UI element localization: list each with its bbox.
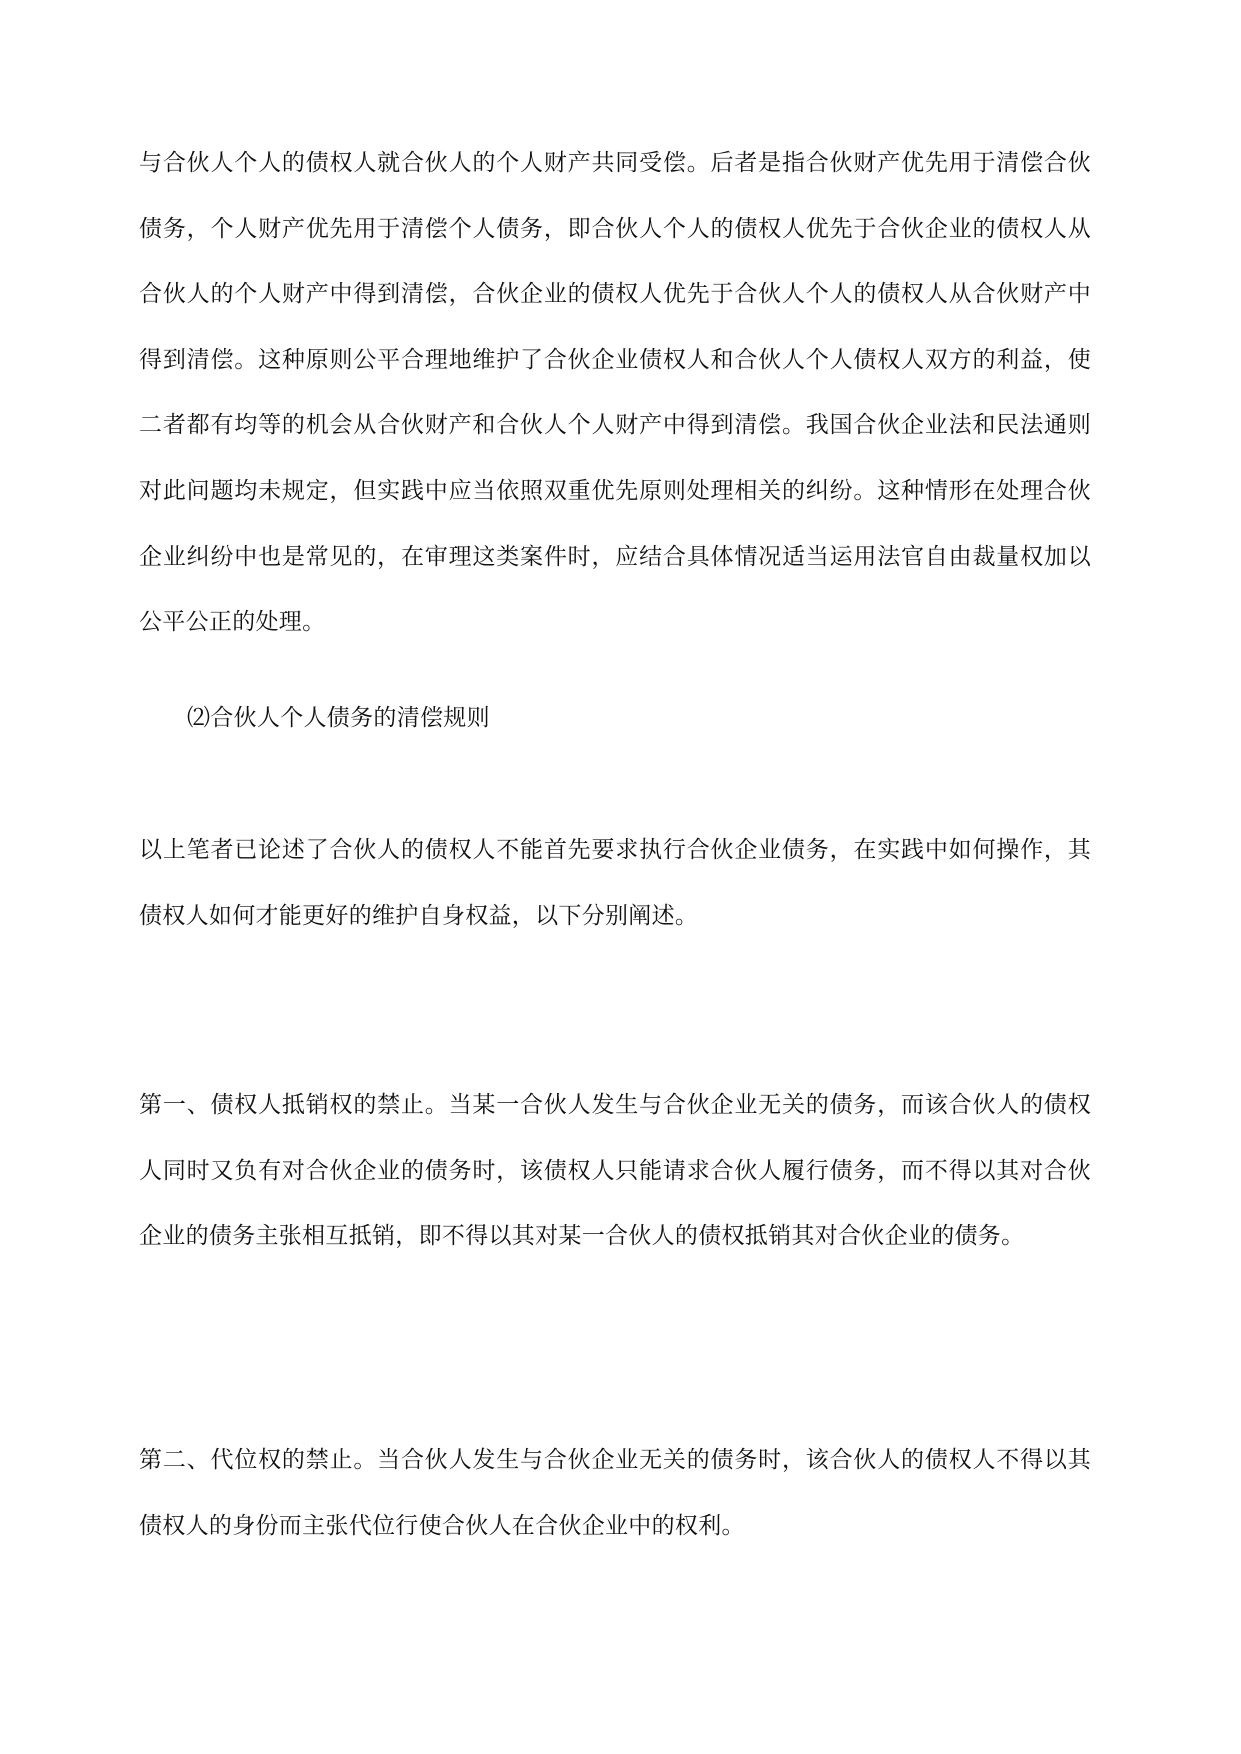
paragraph-repayment-priority: 与合伙人个人的债权人就合伙人的个人财产共同受偿。后者是指合伙财产优先用于清偿合伙债务，个人财产优先用于清偿个人债务，即合伙人个人的债权人优先于合伙企业的债权人从合伙人的个人财产中得到清偿，合伙企业的债权人优先于合伙人个人的债权人从合伙财产中得到清偿。这种原则公平合理地维护了合伙企业债权人和合伙人个人债权人双方的利益，使二者都有均等的机会从合伙财产和合伙人个人财产中得到清偿。我国合伙企业法和民法通则对此问题均未规定，但实践中应当依照双重优先原则处理相关的纠纷。这种情形在处理合伙企业纠纷中也是常见的，在审理这类案件时，应结合具体情况适当运用法官自由裁量权加以公平公正的处理。	[139, 150, 1091, 636]
section-heading-personal-debt-rules: ⑵合伙人个人债务的清偿规则	[187, 705, 490, 731]
paragraph-setoff-prohibition: 第一、债权人抵销权的禁止。当某一合伙人发生与合伙企业无关的债务，而该合伙人的债权人同时又负有对合伙企业的债务时，该债权人只能请求合伙人履行债务，而不得以其对合伙企业的债务主张相互抵销，即不得以其对某一合伙人的债权抵销其对合伙企业的债务。	[139, 1092, 1091, 1250]
paragraph-subrogation-prohibition: 第二、代位权的禁止。当合伙人发生与合伙企业无关的债务时，该合伙人的债权人不得以其债权人的身份而主张代位行使合伙人在合伙企业中的权利。	[139, 1447, 1091, 1539]
paragraph-introduction: 以上笔者已论述了合伙人的债权人不能首先要求执行合伙企业债务，在实践中如何操作，其债权人如何才能更好的维护自身权益，以下分别阐述。	[139, 837, 1091, 929]
